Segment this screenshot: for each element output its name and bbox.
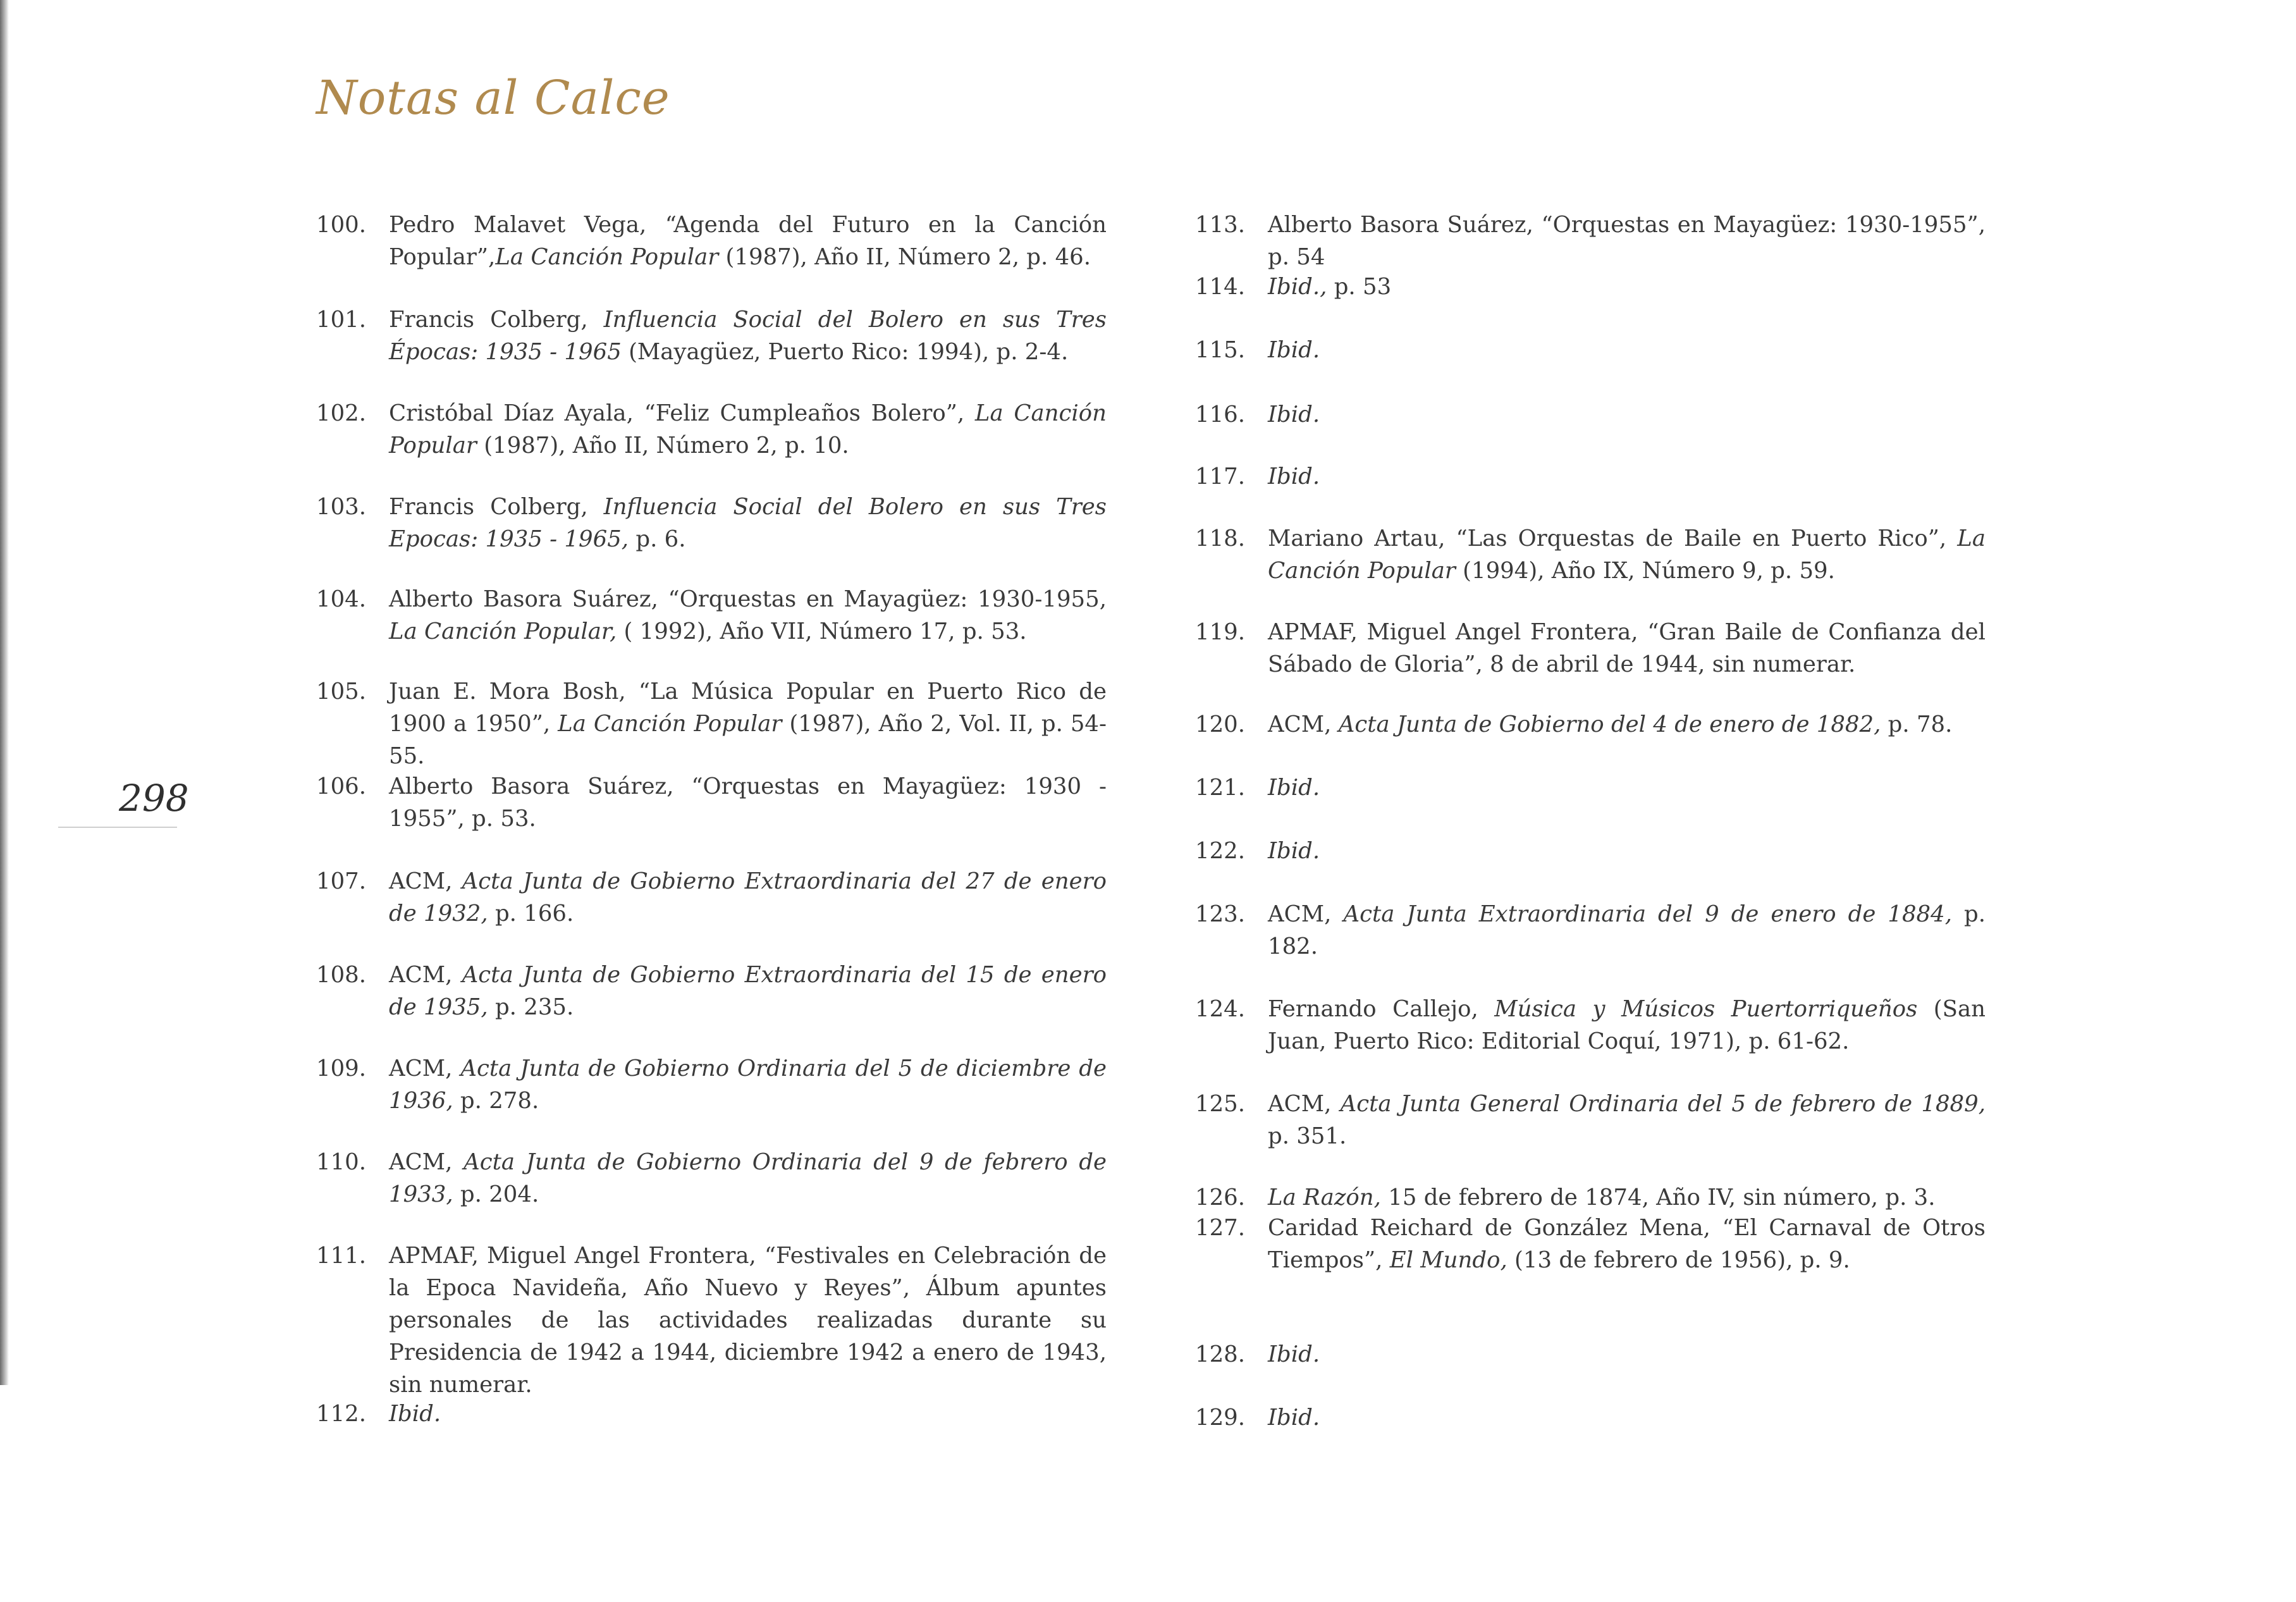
footnote-number: 105. xyxy=(316,679,367,705)
footnote-citation-text: Alberto Basora Suárez, “Orquestas en Mayagüez: 1930-1955”, p. 54 xyxy=(1268,212,1986,270)
footnote-number: 103. xyxy=(316,494,367,520)
footnote-text xyxy=(1268,898,1986,963)
footnote-citation-text: Pedro Malavet Vega, “Agenda del Futuro en la Canción Popular”, xyxy=(389,212,1107,270)
footnote-number: 123. xyxy=(1195,901,1246,927)
footnote-text xyxy=(1268,708,1986,741)
footnote-text xyxy=(1268,616,1986,681)
footnote-number: 111. xyxy=(316,1243,367,1269)
footnote-citation-title: Ibid. xyxy=(389,1401,441,1427)
footnote-citation-title: Ibid. xyxy=(1268,1341,1320,1367)
footnote-citation-title: La Canción Popular, xyxy=(389,619,617,644)
footnote-citation-text: APMAF, Miguel Angel Frontera, “Gran Baile de Confianza del Sábado de Gloria”, 8 de abril de 1944, sin numerar. xyxy=(1268,619,1986,677)
footnote-text xyxy=(389,770,1107,835)
footnote-number: 113. xyxy=(1195,212,1246,238)
page-title: Notas al Calce xyxy=(316,71,670,125)
footnote-citation-text: p. 53 xyxy=(1327,274,1392,300)
footnote-number: 120. xyxy=(1195,712,1246,737)
footnote-citation-title: Acta Junta de Gobierno del 4 de enero de 1882, xyxy=(1338,712,1881,737)
footnote-citation-title: Acta Junta General Ordinaria del 5 de febrero de 1889, xyxy=(1340,1091,1986,1117)
footnote-citation-text: (13 de febrero de 1956), p. 9. xyxy=(1507,1247,1850,1273)
footnote-text xyxy=(389,1398,1107,1430)
footnote-number: 110. xyxy=(316,1149,367,1175)
footnote-number: 117. xyxy=(1195,464,1246,490)
footnote-citation-text: APMAF, Miguel Angel Frontera, “Festivales en Celebración de la Epoca Navideña, Año Nuevo y Reyes”, Álbum apuntes personales de las actividades realizadas durante su Presidencia de 1942 a 1944, diciembre 1942 a enero de 1943, sin numerar. xyxy=(389,1243,1107,1398)
footnote-text xyxy=(1268,334,1986,366)
footnote-text xyxy=(389,1052,1107,1117)
footnote-citation-text: (1994), Año IX, Número 9, p. 59. xyxy=(1455,558,1835,584)
footnote-text xyxy=(1268,835,1986,867)
footnote-citation-text: Francis Colberg, xyxy=(389,307,604,333)
footnote-number: 116. xyxy=(1195,402,1246,428)
footnote-number: 119. xyxy=(1195,619,1246,645)
footnote-citation-title: Acta Junta de Gobierno Ordinaria del 5 de diciembre de 1936, xyxy=(389,1056,1107,1114)
page-number: 298 xyxy=(119,777,189,820)
footnote-citation-text: ACM, xyxy=(1268,1091,1341,1117)
footnote-text xyxy=(1268,1338,1986,1371)
footnote-number: 107. xyxy=(316,868,367,894)
footnote-text xyxy=(1268,1181,1986,1214)
footnote-citation-text: ( 1992), Año VII, Número 17, p. 53. xyxy=(617,619,1027,644)
footnote-citation-text: p. 278. xyxy=(453,1088,539,1114)
footnote-number: 104. xyxy=(316,586,367,612)
footnote-text xyxy=(389,865,1107,930)
footnote-citation-title: La Canción Popular xyxy=(389,400,1107,459)
footnote-text xyxy=(1268,1212,1986,1276)
footnote-number: 121. xyxy=(1195,775,1246,801)
footnote-citation-title: La Canción Popular xyxy=(495,244,719,270)
footnote-text xyxy=(1268,993,1986,1057)
footnote-citation-text: Mariano Artau, “Las Orquestas de Baile en Puerto Rico”, xyxy=(1268,526,1958,551)
footnote-citation-title: Ibid., xyxy=(1268,274,1327,300)
footnote-text xyxy=(1268,1402,1986,1434)
footnote-text xyxy=(389,675,1107,772)
footnote-citation-text: Juan E. Mora Bosh, “La Música Popular en Puerto Rico de 1900 a 1950”, xyxy=(389,679,1107,737)
footnote-number: 115. xyxy=(1195,337,1246,363)
footnote-citation-title: Influencia Social del Bolero en sus Tres Épocas: 1935 - 1965 xyxy=(389,307,1107,365)
footnote-citation-title: La Razón, xyxy=(1268,1185,1381,1211)
footnote-citation-text: Caridad Reichard de González Mena, “El Carnaval de Otros Tiempos”, xyxy=(1268,1215,1986,1273)
footnote-citation-title: La Canción Popular xyxy=(1268,526,1986,584)
footnote-citation-title: Ibid. xyxy=(1268,775,1320,801)
footnote-citation-text: p. 166. xyxy=(488,901,574,927)
footnote-citation-title: Ibid. xyxy=(1268,1405,1320,1431)
footnote-citation-text: (1987), Año II, Número 2, p. 10. xyxy=(476,433,849,459)
footnote-citation-text: p. 235. xyxy=(488,994,574,1020)
footnote-number: 109. xyxy=(316,1056,367,1081)
footnote-citation-title: Ibid. xyxy=(1268,838,1320,864)
footnote-number: 112. xyxy=(316,1401,367,1427)
footnote-number: 106. xyxy=(316,773,367,799)
footnote-citation-title: La Canción Popular xyxy=(558,711,782,737)
footnote-text xyxy=(1268,460,1986,493)
footnote-text xyxy=(389,304,1107,368)
footnote-citation-text: Francis Colberg, xyxy=(389,494,604,520)
footnote-number: 118. xyxy=(1195,526,1246,551)
footnote-text xyxy=(1268,772,1986,804)
footnote-citation-text: ACM, xyxy=(1268,901,1344,927)
footnote-number: 101. xyxy=(316,307,367,333)
footnote-citation-text: ACM, xyxy=(1268,712,1339,737)
footnote-citation-title: El Mundo, xyxy=(1389,1247,1507,1273)
footnote-number: 124. xyxy=(1195,996,1246,1022)
footnote-citation-title: Influencia Social del Bolero en sus Tres Epocas: 1935 - 1965, xyxy=(389,494,1107,552)
footnote-citation-title: Acta Junta de Gobierno Extraordinaria del 27 de enero de 1932, xyxy=(389,868,1107,927)
footnote-text xyxy=(389,1240,1107,1401)
footnote-text xyxy=(1268,1088,1986,1152)
footnote-citation-title: Acta Junta de Gobierno Ordinaria del 9 de febrero de 1933, xyxy=(389,1149,1107,1207)
footnote-number: 114. xyxy=(1195,274,1246,300)
footnote-citation-text: p. 6. xyxy=(629,526,686,552)
footnote-number: 125. xyxy=(1195,1091,1246,1117)
footnote-citation-text: ACM, xyxy=(389,1056,461,1081)
binding-shadow xyxy=(0,0,9,1385)
footnote-text xyxy=(389,491,1107,555)
footnote-citation-text: ACM, xyxy=(389,962,462,988)
footnote-citation-text: Fernando Callejo, xyxy=(1268,996,1495,1022)
footnote-number: 108. xyxy=(316,962,367,988)
footnote-text xyxy=(389,1146,1107,1211)
page-number-rule xyxy=(58,827,177,828)
footnote-citation-text: (1987), Año II, Número 2, p. 46. xyxy=(718,244,1091,270)
footnote-citation-text: Alberto Basora Suárez, “Orquestas en Mayagüez: 1930 - 1955”, p. 53. xyxy=(389,773,1107,832)
footnote-citation-text: ACM, xyxy=(389,868,462,894)
footnote-citation-text: (1987), Año 2, Vol. II, p. 54-55. xyxy=(389,711,1107,769)
footnote-citation-text: (San Juan, Puerto Rico: Editorial Coquí, 1971), p. 61-62. xyxy=(1268,996,1986,1054)
footnote-citation-text: p. 204. xyxy=(453,1181,539,1207)
footnote-text xyxy=(1268,398,1986,431)
footnote-citation-text: (Mayagüez, Puerto Rico: 1994), p. 2-4. xyxy=(621,339,1069,365)
footnote-text xyxy=(389,397,1107,462)
footnote-citation-title: Acta Junta de Gobierno Extraordinaria del 15 de enero de 1935, xyxy=(389,962,1107,1020)
footnote-citation-text: 15 de febrero de 1874, Año IV, sin número, p. 3. xyxy=(1380,1185,1936,1211)
footnote-number: 126. xyxy=(1195,1185,1246,1211)
footnote-text xyxy=(389,583,1107,648)
footnote-text xyxy=(1268,271,1986,303)
footnote-citation-text: Cristóbal Díaz Ayala, “Feliz Cumpleaños Bolero”, xyxy=(389,400,975,426)
footnote-citation-title: Música y Músicos Puertorriqueños xyxy=(1494,996,1918,1022)
footnote-text xyxy=(1268,522,1986,587)
footnote-citation-text: p. 182. xyxy=(1268,901,1986,959)
footnote-citation-title: Ibid. xyxy=(1268,464,1320,490)
footnote-number: 128. xyxy=(1195,1341,1246,1367)
footnote-number: 122. xyxy=(1195,838,1246,864)
footnote-number: 102. xyxy=(316,400,367,426)
footnote-citation-text: p. 78. xyxy=(1881,712,1953,737)
footnote-number: 100. xyxy=(316,212,367,238)
footnote-citation-text: Alberto Basora Suárez, “Orquestas en Mayagüez: 1930-1955, xyxy=(389,586,1107,612)
footnote-text xyxy=(389,959,1107,1023)
footnote-number: 129. xyxy=(1195,1405,1246,1431)
footnote-citation-title: Ibid. xyxy=(1268,402,1320,428)
footnote-text xyxy=(1268,209,1986,273)
footnote-citation-text: p. 351. xyxy=(1268,1123,1347,1149)
footnote-citation-text: ACM, xyxy=(389,1149,464,1175)
footnote-number: 127. xyxy=(1195,1215,1246,1241)
footnote-citation-title: Acta Junta Extraordinaria del 9 de enero de 1884, xyxy=(1343,901,1952,927)
footnote-citation-title: Ibid. xyxy=(1268,337,1320,363)
footnote-text xyxy=(389,209,1107,273)
